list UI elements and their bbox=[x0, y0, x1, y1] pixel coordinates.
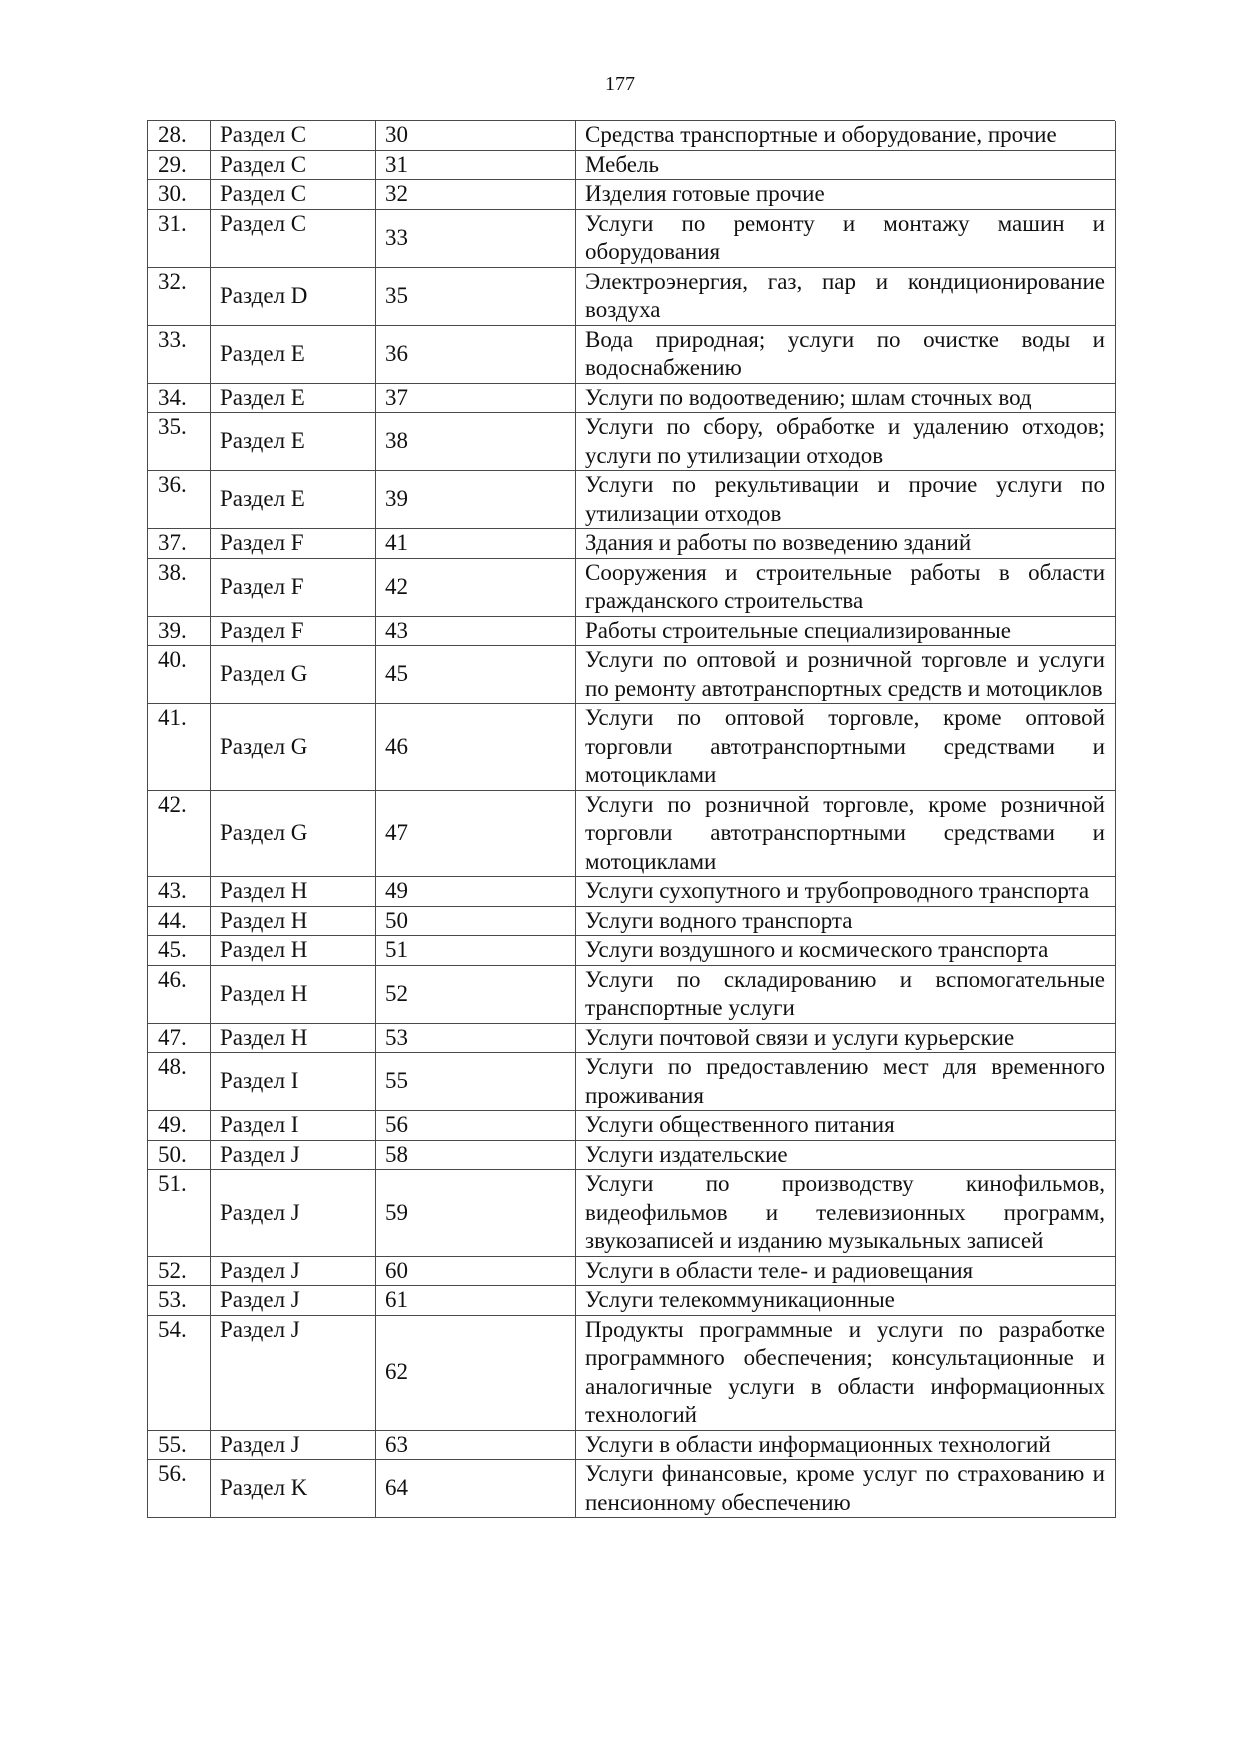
table-row bbox=[147, 326, 1116, 384]
table-row bbox=[147, 966, 1116, 1024]
section-cell: Раздел G bbox=[211, 791, 376, 877]
table-row bbox=[147, 936, 1116, 966]
description-cell: Вода природная; услуги по очистке воды и водоснабжению bbox=[576, 326, 1116, 384]
table-row bbox=[147, 180, 1116, 210]
section-cell: Раздел J bbox=[211, 1286, 376, 1315]
description-cell: Услуги по розничной торговле, кроме розничной торговли автотранспортными средствами и мотоциклами bbox=[576, 791, 1116, 877]
code-cell: 50 bbox=[376, 907, 576, 936]
row-number-cell: 51. bbox=[148, 1170, 211, 1256]
code-cell: 32 bbox=[376, 180, 576, 209]
row-number-cell: 38. bbox=[148, 559, 211, 617]
code-cell: 43 bbox=[376, 617, 576, 646]
section-cell: Раздел Н bbox=[211, 966, 376, 1024]
row-number-cell: 32. bbox=[148, 268, 211, 326]
row-number-cell: 53. bbox=[148, 1286, 211, 1315]
code-cell: 53 bbox=[376, 1024, 576, 1053]
row-number-cell: 34. bbox=[148, 384, 211, 413]
section-cell: Раздел С bbox=[211, 151, 376, 180]
description-cell: Услуги телекоммуникационные bbox=[576, 1286, 1116, 1315]
description-cell: Услуги по производству кинофильмов, видеофильмов и телевизионных программ, звукозаписей и изданию музыкальных записей bbox=[576, 1170, 1116, 1256]
section-cell: Раздел G bbox=[211, 646, 376, 704]
row-number-cell: 48. bbox=[148, 1053, 211, 1111]
row-number-cell: 46. bbox=[148, 966, 211, 1024]
description-cell: Услуги по рекультивации и прочие услуги по утилизации отходов bbox=[576, 471, 1116, 529]
code-cell: 45 bbox=[376, 646, 576, 704]
section-cell: Раздел J bbox=[211, 1141, 376, 1170]
section-cell: Раздел Н bbox=[211, 1024, 376, 1053]
code-cell: 63 bbox=[376, 1431, 576, 1460]
section-cell: Раздел Н bbox=[211, 877, 376, 906]
code-cell: 61 bbox=[376, 1286, 576, 1315]
description-cell: Услуги по оптовой и розничной торговле и услуги по ремонту автотранспортных средств и мотоциклов bbox=[576, 646, 1116, 704]
code-cell: 37 bbox=[376, 384, 576, 413]
table-row bbox=[147, 646, 1116, 704]
code-cell: 38 bbox=[376, 413, 576, 471]
code-cell: 42 bbox=[376, 559, 576, 617]
code-cell: 31 bbox=[376, 151, 576, 180]
section-cell: Раздел С bbox=[211, 180, 376, 209]
code-cell: 52 bbox=[376, 966, 576, 1024]
section-cell: Раздел I bbox=[211, 1053, 376, 1111]
code-cell: 60 bbox=[376, 1257, 576, 1286]
table-row bbox=[147, 1111, 1116, 1141]
row-number-cell: 47. bbox=[148, 1024, 211, 1053]
description-cell: Услуги общественного питания bbox=[576, 1111, 1116, 1140]
table-row bbox=[147, 1053, 1116, 1111]
table-row bbox=[147, 1170, 1116, 1257]
row-number-cell: 56. bbox=[148, 1460, 211, 1518]
row-number-cell: 37. bbox=[148, 529, 211, 558]
table-row bbox=[147, 559, 1116, 617]
table-row bbox=[147, 471, 1116, 529]
section-cell: Раздел J bbox=[211, 1257, 376, 1286]
table-row bbox=[147, 384, 1116, 414]
section-cell: Раздел G bbox=[211, 704, 376, 790]
description-cell: Услуги по складированию и вспомогательные транспортные услуги bbox=[576, 966, 1116, 1024]
table-row bbox=[147, 413, 1116, 471]
description-cell: Услуги водного транспорта bbox=[576, 907, 1116, 936]
description-cell: Изделия готовые прочие bbox=[576, 180, 1116, 209]
table-row bbox=[147, 151, 1116, 181]
description-cell: Услуги по ремонту и монтажу машин и оборудования bbox=[576, 210, 1116, 268]
code-cell: 55 bbox=[376, 1053, 576, 1111]
section-cell: Раздел Е bbox=[211, 326, 376, 384]
description-cell: Сооружения и строительные работы в области гражданского строительства bbox=[576, 559, 1116, 617]
row-number-cell: 31. bbox=[148, 210, 211, 268]
description-cell: Электроэнергия, газ, пар и кондиционирование воздуха bbox=[576, 268, 1116, 326]
section-cell: Раздел J bbox=[211, 1431, 376, 1460]
row-number-cell: 40. bbox=[148, 646, 211, 704]
table-row bbox=[147, 1460, 1116, 1518]
table-row bbox=[147, 704, 1116, 791]
section-cell: Раздел Н bbox=[211, 907, 376, 936]
section-cell: Раздел F bbox=[211, 559, 376, 617]
row-number-cell: 30. bbox=[148, 180, 211, 209]
section-cell: Раздел Е bbox=[211, 384, 376, 413]
row-number-cell: 33. bbox=[148, 326, 211, 384]
section-cell: Раздел D bbox=[211, 268, 376, 326]
description-cell: Продукты программные и услуги по разработке программного обеспечения; консультационные и аналогичные услуги в области информационных технологий bbox=[576, 1316, 1116, 1431]
description-cell: Услуги почтовой связи и услуги курьерские bbox=[576, 1024, 1116, 1053]
table-row bbox=[147, 210, 1116, 268]
description-cell: Услуги финансовые, кроме услуг по страхованию и пенсионному обеспечению bbox=[576, 1460, 1116, 1518]
section-cell: Раздел С bbox=[211, 121, 376, 150]
row-number-cell: 41. bbox=[148, 704, 211, 790]
code-cell: 30 bbox=[376, 121, 576, 150]
row-number-cell: 29. bbox=[148, 151, 211, 180]
row-number-cell: 52. bbox=[148, 1257, 211, 1286]
description-cell: Средства транспортные и оборудование, прочие bbox=[576, 121, 1116, 150]
row-number-cell: 39. bbox=[148, 617, 211, 646]
description-cell: Услуги по сбору, обработке и удалению отходов; услуги по утилизации отходов bbox=[576, 413, 1116, 471]
table-row bbox=[147, 1024, 1116, 1054]
row-number-cell: 49. bbox=[148, 1111, 211, 1140]
table-row bbox=[147, 121, 1116, 151]
row-number-cell: 28. bbox=[148, 121, 211, 150]
row-number-cell: 35. bbox=[148, 413, 211, 471]
section-cell: Раздел Н bbox=[211, 936, 376, 965]
code-cell: 59 bbox=[376, 1170, 576, 1256]
description-cell: Услуги по оптовой торговле, кроме оптовой торговли автотранспортными средствами и мотоциклами bbox=[576, 704, 1116, 790]
row-number-cell: 55. bbox=[148, 1431, 211, 1460]
code-cell: 33 bbox=[376, 210, 576, 268]
code-cell: 51 bbox=[376, 936, 576, 965]
section-cell: Раздел Е bbox=[211, 413, 376, 471]
code-cell: 39 bbox=[376, 471, 576, 529]
description-cell: Услуги в области информационных технологий bbox=[576, 1431, 1116, 1460]
table-row bbox=[147, 791, 1116, 878]
section-cell: Раздел F bbox=[211, 617, 376, 646]
description-cell: Услуги сухопутного и трубопроводного транспорта bbox=[576, 877, 1116, 906]
code-cell: 58 bbox=[376, 1141, 576, 1170]
description-cell: Здания и работы по возведению зданий bbox=[576, 529, 1116, 558]
table-row bbox=[147, 617, 1116, 647]
row-number-cell: 43. bbox=[148, 877, 211, 906]
table-row bbox=[147, 1257, 1116, 1287]
description-cell: Услуги по водоотведению; шлам сточных вод bbox=[576, 384, 1116, 413]
code-cell: 46 bbox=[376, 704, 576, 790]
row-number-cell: 50. bbox=[148, 1141, 211, 1170]
row-number-cell: 45. bbox=[148, 936, 211, 965]
table-row bbox=[147, 1141, 1116, 1171]
code-cell: 49 bbox=[376, 877, 576, 906]
row-number-cell: 44. bbox=[148, 907, 211, 936]
table-row bbox=[147, 907, 1116, 937]
code-cell: 64 bbox=[376, 1460, 576, 1518]
table-row bbox=[147, 1431, 1116, 1461]
description-cell: Услуги в области теле- и радиовещания bbox=[576, 1257, 1116, 1286]
section-cell: Раздел Е bbox=[211, 471, 376, 529]
code-cell: 35 bbox=[376, 268, 576, 326]
code-cell: 56 bbox=[376, 1111, 576, 1140]
table-row bbox=[147, 268, 1116, 326]
code-cell: 62 bbox=[376, 1316, 576, 1431]
row-number-cell: 36. bbox=[148, 471, 211, 529]
code-cell: 47 bbox=[376, 791, 576, 877]
classification-table bbox=[147, 120, 1115, 1518]
code-cell: 36 bbox=[376, 326, 576, 384]
description-cell: Работы строительные специализированные bbox=[576, 617, 1116, 646]
code-cell: 41 bbox=[376, 529, 576, 558]
table-row bbox=[147, 1316, 1116, 1431]
description-cell: Услуги издательские bbox=[576, 1141, 1116, 1170]
row-number-cell: 42. bbox=[148, 791, 211, 877]
description-cell: Мебель bbox=[576, 151, 1116, 180]
description-cell: Услуги по предоставлению мест для временного проживания bbox=[576, 1053, 1116, 1111]
section-cell: Раздел С bbox=[211, 210, 376, 268]
table-row bbox=[147, 529, 1116, 559]
section-cell: Раздел I bbox=[211, 1111, 376, 1140]
section-cell: Раздел K bbox=[211, 1460, 376, 1518]
row-number-cell: 54. bbox=[148, 1316, 211, 1431]
table-row bbox=[147, 1286, 1116, 1316]
section-cell: Раздел F bbox=[211, 529, 376, 558]
description-cell: Услуги воздушного и космического транспорта bbox=[576, 936, 1116, 965]
section-cell: Раздел J bbox=[211, 1316, 376, 1431]
section-cell: Раздел J bbox=[211, 1170, 376, 1256]
table-row bbox=[147, 877, 1116, 907]
page-number: 177 bbox=[605, 73, 635, 95]
